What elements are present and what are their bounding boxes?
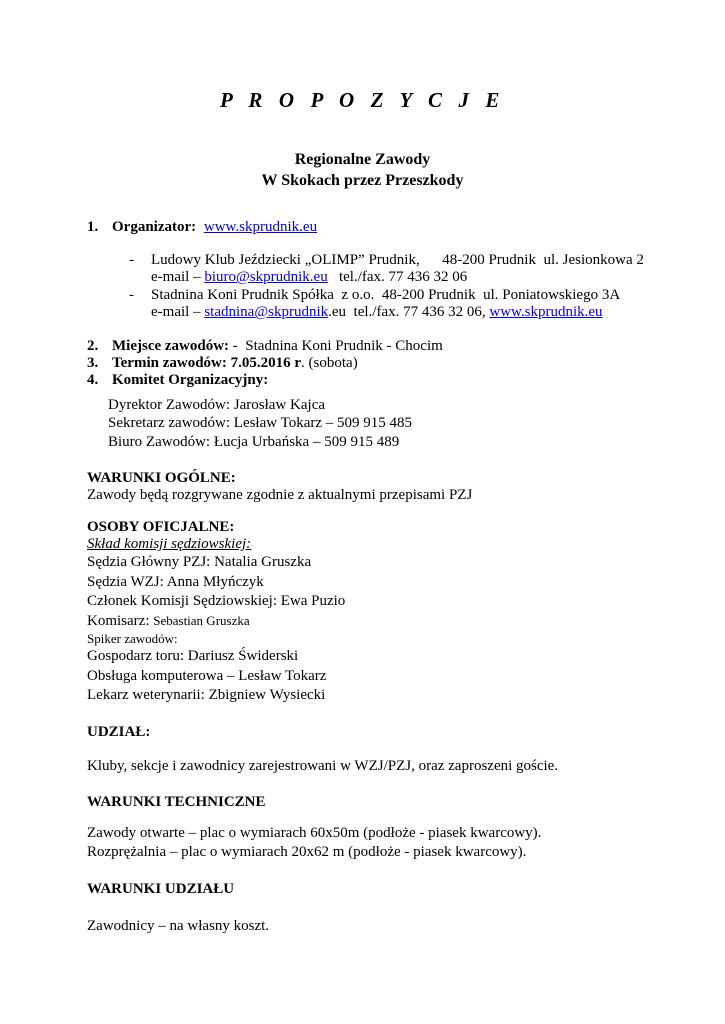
official-announcer: Spiker zawodów: (87, 631, 178, 646)
commissioner-name: Sebastian Gruszka (153, 613, 250, 628)
organizer-entry-2-phone: .eu tel./fax. 77 436 32 06, (328, 304, 490, 320)
page-title: P R O P O Z Y C J E (219, 88, 506, 112)
venue-label: Miejsce zawodów: (112, 338, 230, 354)
organizer-row (87, 219, 317, 236)
email-prefix: e-mail – (151, 269, 205, 285)
committee-director: Dyrektor Zawodów: Jarosław Kajca (108, 397, 326, 413)
organizer-entry-1-phone: tel./fax. 77 436 32 06 (327, 269, 468, 285)
participation-text: Kluby, sekcje i zawodnicy zarejestrowani w WZJ/PZJ, oraz zaproszeni goście. (87, 758, 559, 774)
participation-heading: UDZIAŁ: (87, 724, 151, 740)
organizer-entry-1-contact (151, 269, 467, 286)
general-conditions-text: Zawody będą rozgrywane zgodnie z aktualnymi przepisami PZJ (87, 487, 473, 503)
organizer-entry-1-email-link[interactable]: biuro@skprudnik.eu (204, 269, 328, 285)
date-label: Termin zawodów: 7.05.2016 r (112, 355, 302, 371)
participation-terms-heading: WARUNKI UDZIAŁU (87, 881, 235, 897)
subtitle-line-1: Regionalne Zawody (294, 151, 431, 168)
organizer-entry-2-address: Stadnina Koni Prudnik Spółka z o.o. 48-200 Prudnik ul. Poniatowskiego 3A (151, 287, 621, 303)
official-veterinarian: Lekarz weterynarii: Zbigniew Wysiecki (87, 687, 326, 703)
organizer-label: Organizator: (112, 219, 197, 235)
organizer-entry-1 (129, 252, 644, 269)
organizer-entry-2-email-link[interactable]: stadnina@skprudnik (204, 304, 329, 320)
technical-heading: WARUNKI TECHNICZNE (87, 794, 266, 810)
organizer-entry-1-address: Ludowy Klub Jeździecki „OLIMP” Prudnik, 48-200 Prudnik ul. Jesionkowa 2 (151, 252, 644, 268)
venue-value: - Stadnina Koni Prudnik - Chocim (229, 338, 443, 354)
organizer-entry-2-website-link[interactable]: www.skprudnik.eu (489, 304, 603, 320)
organizer-entry-2 (129, 287, 620, 304)
venue-number: 2. (87, 338, 99, 354)
technical-arena: Zawody otwarte – plac o wymiarach 60x50m (podłoże - piasek kwarcowy). (87, 825, 542, 841)
official-computer-operator: Obsługa komputerowa – Lesław Tokarz (87, 668, 327, 684)
date-number: 3. (87, 355, 99, 371)
general-conditions-heading: WARUNKI OGÓLNE: (87, 470, 236, 486)
officials-heading: OSOBY OFICJALNE: (87, 519, 235, 535)
date-row (87, 355, 358, 372)
organizer-website-link[interactable]: www.skprudnik.eu (203, 219, 318, 235)
date-value: . (sobota) (301, 355, 358, 371)
dash-marker: - (129, 287, 134, 303)
committee-number: 4. (87, 372, 99, 388)
participation-terms-text: Zawodnicy – na własny koszt. (87, 918, 270, 934)
official-chief-judge: Sędzia Główny PZJ: Natalia Gruszka (87, 554, 312, 570)
judges-subheading: Skład komisji sędziowskiej: (87, 536, 252, 552)
technical-warmup: Rozprężalnia – plac o wymiarach 20x62 m (podłoże - piasek kwarcowy). (87, 844, 527, 860)
email-prefix: e-mail – (151, 304, 205, 320)
official-commission-member: Członek Komisji Sędziowskiej: Ewa Puzio (87, 593, 346, 609)
committee-label: Komitet Organizacyjny: (112, 372, 269, 388)
venue-row (87, 338, 443, 355)
organizer-number: 1. (87, 219, 99, 235)
official-course-designer: Gospodarz toru: Dariusz Świderski (87, 648, 299, 664)
subtitle-line-2: W Skokach przez Przeszkody (261, 172, 464, 189)
dash-marker: - (129, 252, 134, 268)
commissioner-label: Komisarz: (87, 613, 154, 629)
committee-secretary: Sekretarz zawodów: Lesław Tokarz – 509 915 485 (108, 415, 412, 431)
organizer-entry-2-contact (151, 304, 603, 321)
official-wzj-judge: Sędzia WZJ: Anna Młyńczyk (87, 574, 264, 590)
committee-office: Biuro Zawodów: Łucja Urbańska – 509 915 489 (108, 434, 400, 450)
committee-row (87, 372, 268, 389)
official-commissioner (87, 612, 250, 630)
